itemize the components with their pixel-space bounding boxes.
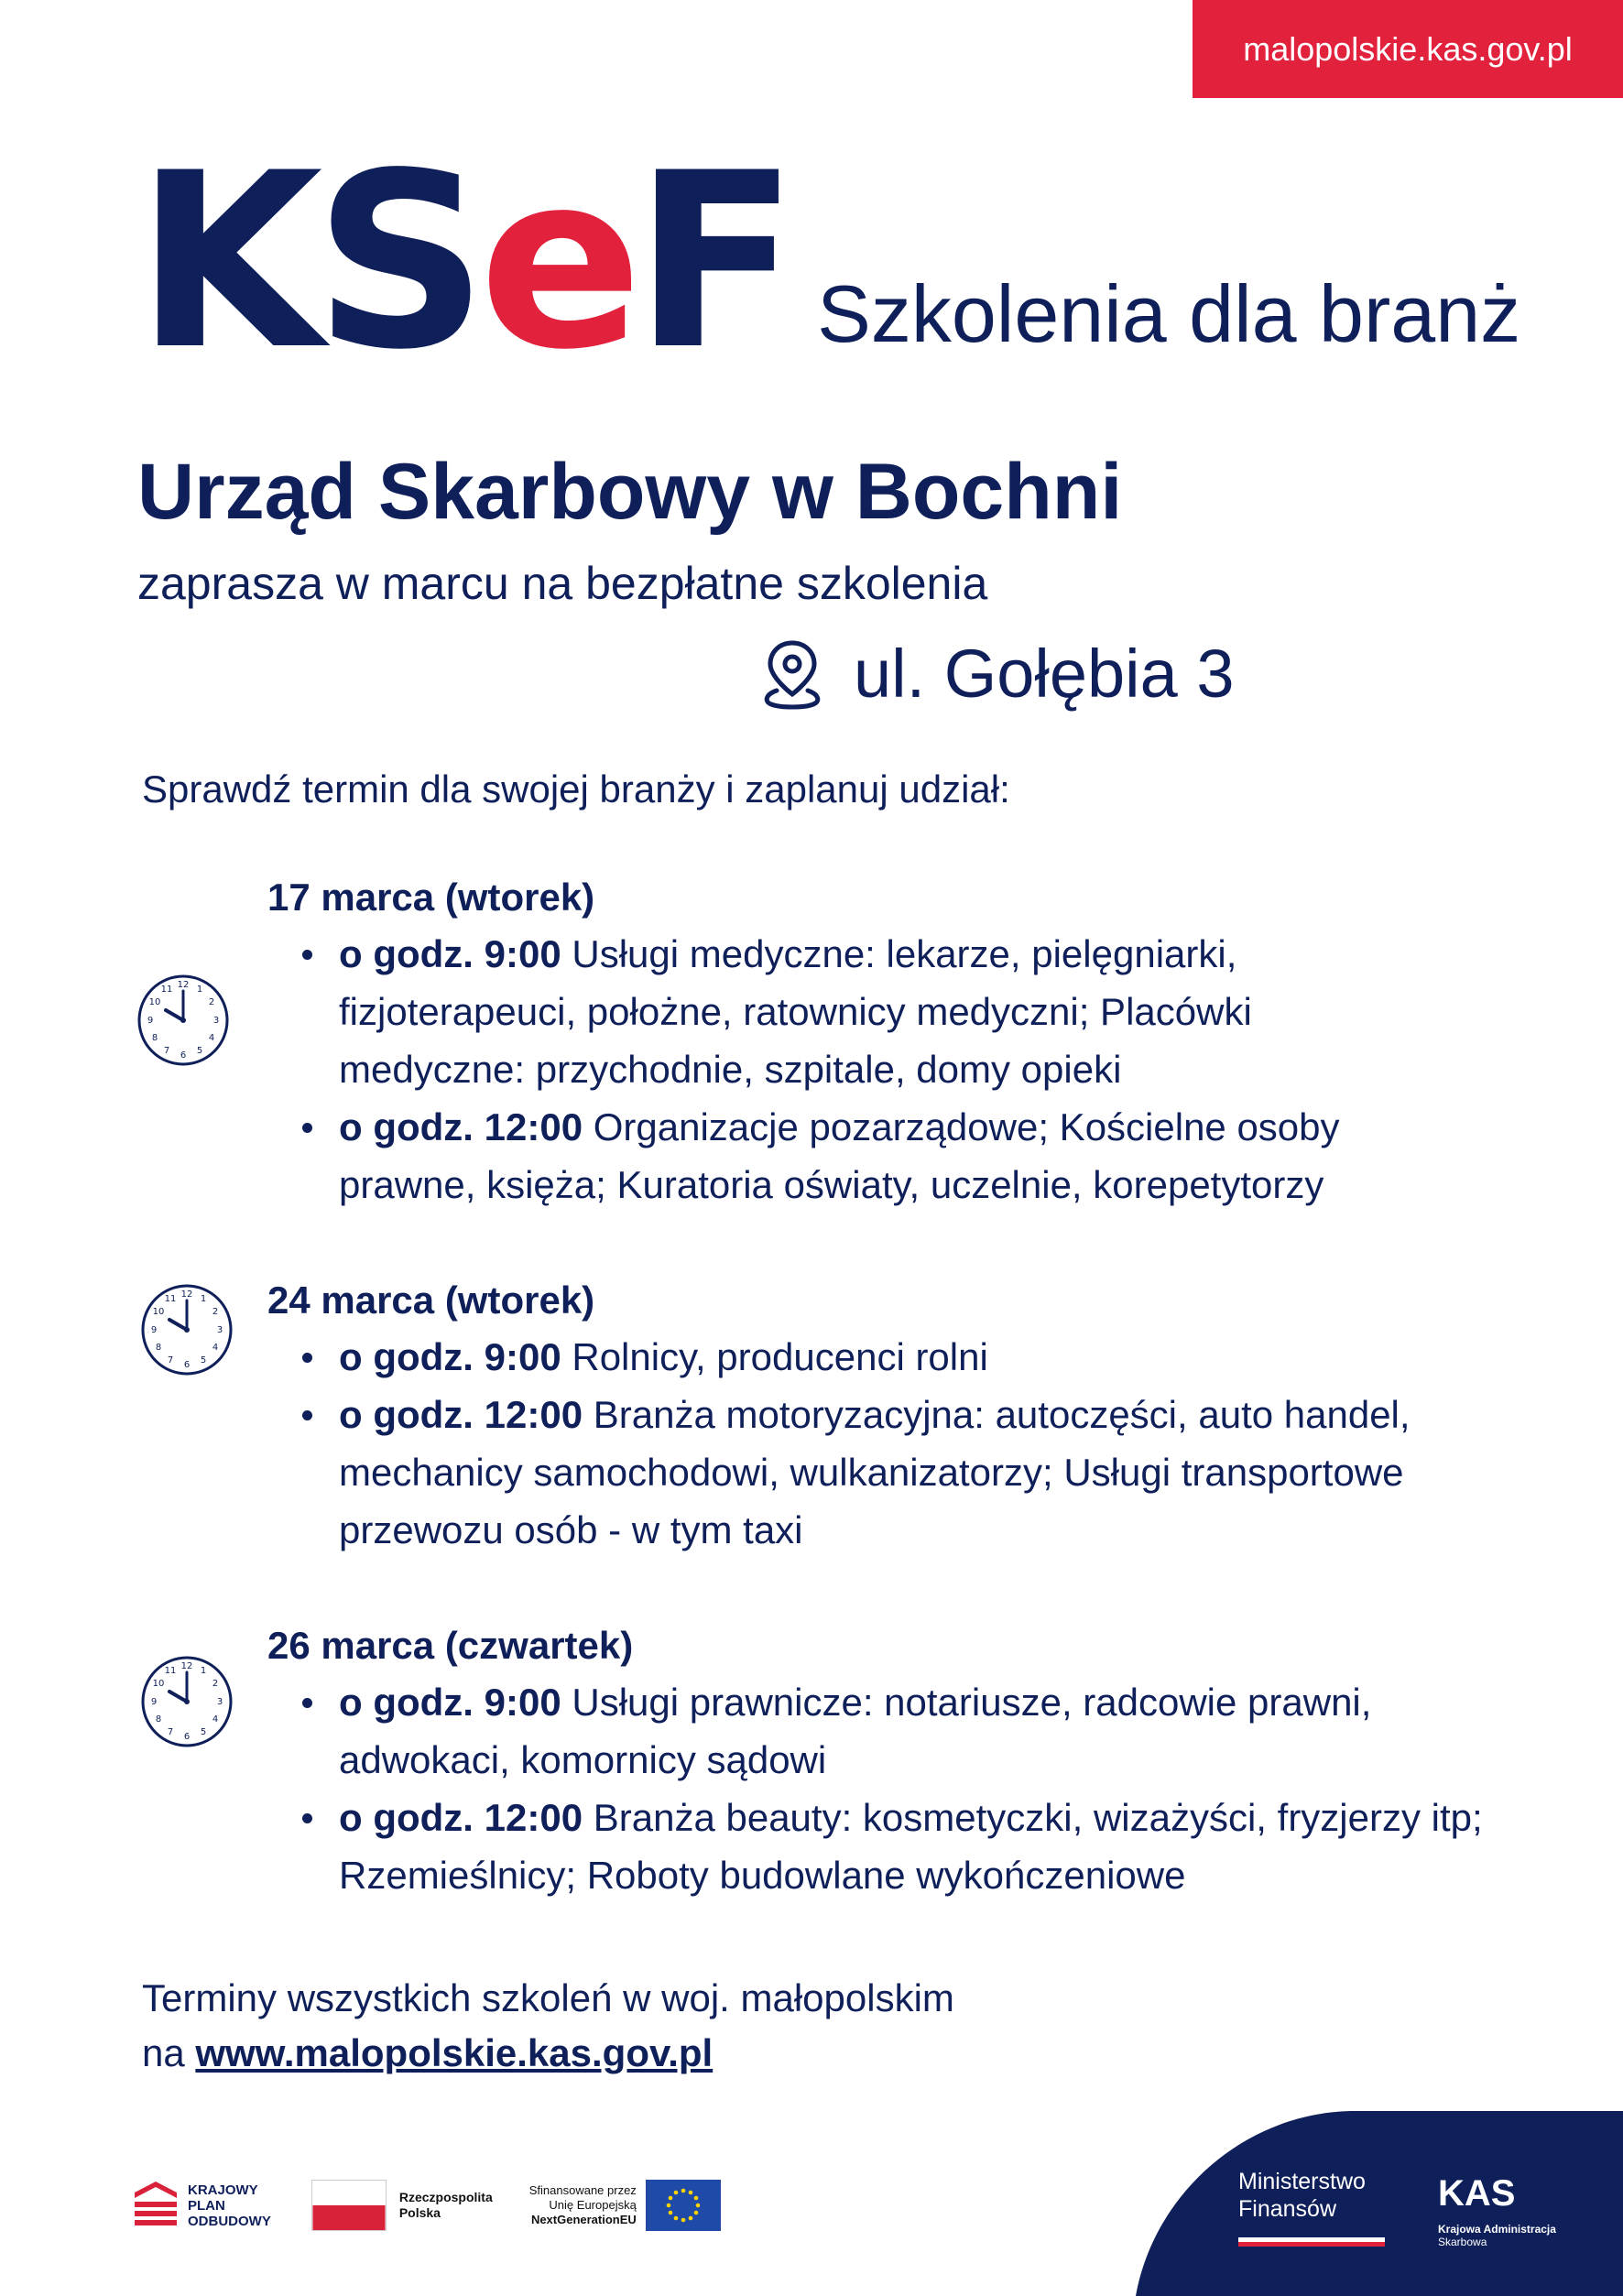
site-url-tag[interactable] [1193, 0, 1623, 98]
svg-text:5: 5 [196, 1046, 203, 1056]
svg-text:12: 12 [180, 1289, 193, 1300]
office-title: Urząd Skarbowy w Bochni [137, 448, 1123, 536]
eu-logo: Sfinansowane przez Unię Europejską NextGenerationEU [529, 2180, 721, 2231]
ministry-block [1136, 2111, 1623, 2296]
list-item: o godz. 9:00 Rolnicy, producenci rolni [267, 1328, 1586, 1386]
svg-text:8: 8 [151, 1033, 158, 1043]
session-date: 24 marca (wtorek) [267, 1279, 595, 1322]
kpo-stripes-icon [133, 2180, 179, 2231]
address-line [758, 635, 1235, 713]
svg-text:11: 11 [160, 985, 173, 995]
svg-text:5: 5 [200, 1727, 207, 1737]
svg-text:2: 2 [208, 997, 215, 1007]
svg-text:11: 11 [164, 1666, 177, 1676]
list-item: o godz. 9:00 Usługi prawnicze: notariusze, radcowie prawni, adwokaci, komornicy sądowi [267, 1673, 1513, 1789]
svg-text:5: 5 [200, 1355, 207, 1366]
session-date: 26 marca (czwartek) [267, 1624, 634, 1667]
svg-text:2: 2 [212, 1307, 219, 1317]
svg-text:9: 9 [147, 1016, 154, 1026]
eu-flag-icon [646, 2180, 721, 2231]
svg-text:11: 11 [164, 1294, 177, 1304]
svg-text:4: 4 [208, 1033, 215, 1043]
list-item: o godz. 12:00 Branża beauty: kosmetyczki, wizażyści, fryzjerzy itp; Rzemieślnicy; Roboty budowlane wykończeniowe [267, 1789, 1550, 1904]
footer-text [142, 1971, 954, 2081]
svg-text:12: 12 [180, 1661, 193, 1671]
rp-logo: Rzeczpospolita Polska [311, 2180, 493, 2231]
svg-text:10: 10 [152, 1307, 165, 1317]
svg-text:4: 4 [212, 1343, 219, 1353]
svg-text:3: 3 [216, 1697, 223, 1707]
svg-text:8: 8 [155, 1343, 162, 1353]
list-item: o godz. 12:00 Organizacje pozarządowe; Kościelne osoby prawne, księża; Kuratoria oświaty, uczelnie, korepetytorzy [267, 1098, 1486, 1213]
brand-header [136, 122, 1521, 403]
invite-text: zaprasza w marcu na bezpłatne szkolenia [137, 558, 988, 609]
session-26-march [267, 1618, 1586, 1904]
svg-text:9: 9 [150, 1697, 158, 1707]
ministry-name: Ministerstwo Finansów [1238, 2169, 1366, 2222]
svg-text:1: 1 [200, 1666, 207, 1676]
svg-text:6: 6 [183, 1732, 191, 1742]
svg-text:8: 8 [155, 1714, 162, 1725]
list-item: o godz. 9:00 Usługi medyczne: lekarze, pielęgniarki, fizjoterapeuci, położne, ratownicy medyczni; Placówki medyczne: przychodnie, szpitale, domy opieki [267, 925, 1412, 1098]
svg-text:7: 7 [167, 1355, 174, 1366]
svg-text:3: 3 [212, 1016, 220, 1026]
ministry-background-shape [1136, 2111, 1623, 2296]
footer-line-1: Terminy wszystkich szkoleń w woj. małopolskim [142, 1976, 954, 2019]
clock-icon [136, 973, 231, 1068]
kas-logo: KAS [1438, 2173, 1516, 2214]
kas-name: Krajowa Administracja Skarbowa [1438, 2223, 1556, 2248]
session-17-march [267, 870, 1586, 1213]
svg-text:7: 7 [163, 1046, 170, 1056]
site-url-text: malopolskie.kas.gov.pl [1243, 29, 1573, 68]
svg-text:6: 6 [183, 1360, 191, 1370]
svg-text:9: 9 [150, 1325, 158, 1335]
svg-text:10: 10 [148, 997, 161, 1007]
session-date: 17 marca (wtorek) [267, 876, 595, 919]
check-date-text: Sprawdź termin dla swojej branży i zaplanuj udział: [142, 767, 1010, 811]
clock-icon [139, 1654, 234, 1749]
svg-text:2: 2 [212, 1679, 219, 1689]
footer-line-2: na www.malopolskie.kas.gov.pl [142, 2031, 713, 2074]
brand-subtitle: Szkolenia dla branż [817, 267, 1521, 359]
list-item: o godz. 12:00 Branża motoryzacyjna: autoczęści, auto handel, mechanicy samochodowi, wulkanizatorzy; Usługi transportowe przewozu osób - w tym taxi [267, 1386, 1568, 1559]
svg-text:12: 12 [177, 980, 190, 990]
polish-flag-icon [311, 2180, 387, 2231]
address-text: ul. Gołębia 3 [854, 636, 1235, 712]
svg-text:7: 7 [167, 1727, 174, 1737]
ksef-logo: KSeF [136, 122, 790, 403]
footer-link[interactable]: www.malopolskie.kas.gov.pl [195, 2031, 713, 2074]
svg-text:3: 3 [216, 1325, 223, 1335]
clock-icon [139, 1282, 234, 1377]
svg-text:10: 10 [152, 1679, 165, 1689]
svg-text:1: 1 [200, 1294, 207, 1304]
kpo-logo: KRAJOWY PLAN ODBUDOWY [133, 2180, 271, 2231]
svg-text:1: 1 [196, 985, 203, 995]
ministry-flag-bar [1238, 2237, 1385, 2247]
svg-text:6: 6 [180, 1050, 187, 1061]
session-24-march [267, 1273, 1586, 1559]
svg-text:4: 4 [212, 1714, 219, 1725]
location-pin-icon [758, 637, 826, 711]
partner-logos [133, 2180, 721, 2231]
